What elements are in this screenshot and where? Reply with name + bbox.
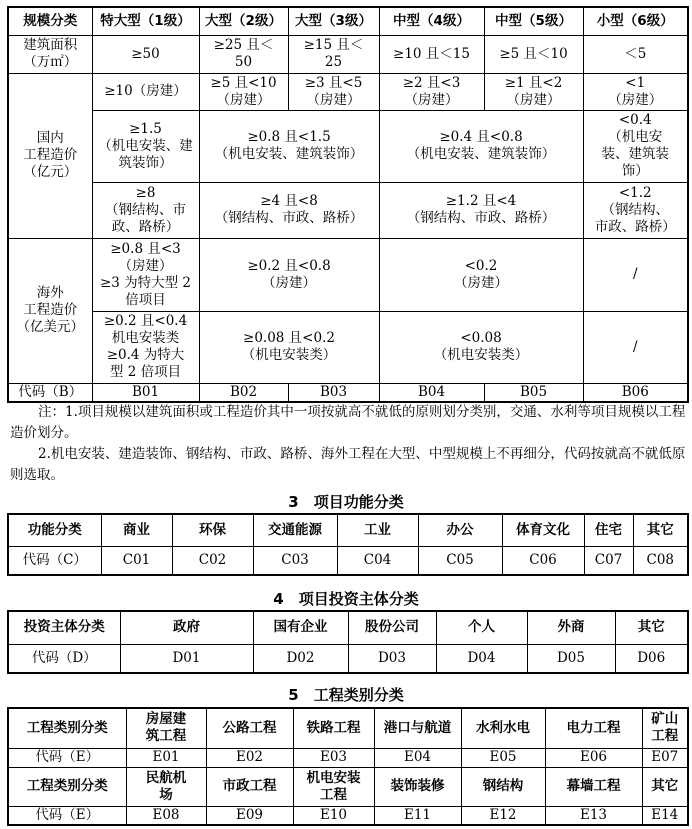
cell: B03 xyxy=(288,383,379,402)
cell: ≥0.2 且<0.8 （房建） xyxy=(199,238,379,311)
cell: E14 xyxy=(642,806,688,825)
area-row xyxy=(8,35,688,73)
header-cell: 民航机 场 xyxy=(126,767,206,806)
header-cell: 矿山 工程 xyxy=(642,708,688,748)
row-label: 代码（E） xyxy=(8,748,126,767)
cell: ≥0.2 且<0.4 机电安装类 ≥0.4 为特大 型 2 倍项目 xyxy=(92,311,199,383)
cell: B05 xyxy=(484,383,583,402)
header-row xyxy=(8,7,688,35)
cell: E06 xyxy=(545,748,642,767)
cell: B04 xyxy=(379,383,484,402)
cell: <0.08 （机电安装类） xyxy=(379,311,583,383)
cell: E07 xyxy=(642,748,688,767)
cell: C08 xyxy=(633,546,688,575)
header-cell: 外商 xyxy=(527,611,615,644)
cell: C07 xyxy=(584,546,633,575)
cell: ≥10（房建） xyxy=(92,73,199,110)
row-label: 代码（C） xyxy=(8,546,101,575)
cell: E13 xyxy=(545,806,642,825)
cell: ≥3 且<5 （房建） xyxy=(288,73,379,110)
row-label: 建筑面积 （万㎡） xyxy=(8,35,92,73)
cell: E08 xyxy=(126,806,206,825)
header-row xyxy=(8,708,688,748)
cell: / xyxy=(583,311,688,383)
cell: C06 xyxy=(502,546,584,575)
cell: E02 xyxy=(206,748,293,767)
header-cell: 幕墙工程 xyxy=(545,767,642,806)
cell: E01 xyxy=(126,748,206,767)
header-cell: 商业 xyxy=(101,514,172,546)
header-cell: 环保 xyxy=(172,514,253,546)
header-cell: 工程类别分类 xyxy=(8,708,126,748)
cell: ≥0.8 且<3 （房建） ≥3 为特大型 2 倍项目 xyxy=(92,238,199,311)
function-classification-table xyxy=(7,513,689,576)
cell: ≥1.2 且<4 （钢结构、市政、路桥） xyxy=(379,182,583,238)
header-cell: 公路工程 xyxy=(206,708,293,748)
cell: E10 xyxy=(293,806,374,825)
cell: C01 xyxy=(101,546,172,575)
header-cell: 水利水电 xyxy=(461,708,545,748)
cell: E03 xyxy=(293,748,374,767)
header-cell: 装饰装修 xyxy=(374,767,461,806)
header-cell: 投资主体分类 xyxy=(8,611,120,644)
header-cell: 小型（6级） xyxy=(583,7,688,35)
cell: E04 xyxy=(374,748,461,767)
header-cell: 其它 xyxy=(642,767,688,806)
header-cell: 功能分类 xyxy=(8,514,101,546)
row-label: 代码（B） xyxy=(8,383,92,402)
section-title-function: 3 项目功能分类 xyxy=(288,493,404,511)
cell: B06 xyxy=(583,383,688,402)
row-label: 代码（E） xyxy=(8,806,126,825)
cell: D02 xyxy=(253,644,348,673)
header-cell: 规模分类 xyxy=(8,7,92,35)
header-cell: 体育文化 xyxy=(502,514,584,546)
cell: <1 （房建） xyxy=(583,73,688,110)
header-cell: 中型（5级） xyxy=(484,7,583,35)
header-cell: 办公 xyxy=(418,514,502,546)
cell: C02 xyxy=(172,546,253,575)
header-cell: 铁路工程 xyxy=(293,708,374,748)
cell: ≥4 且<8 （钢结构、市政、路桥） xyxy=(199,182,379,238)
cell: ≥1 且<2 （房建） xyxy=(484,73,583,110)
header-cell: 市政工程 xyxy=(206,767,293,806)
cell: B02 xyxy=(199,383,288,402)
header-cell: 政府 xyxy=(120,611,253,644)
header-cell: 中型（4级） xyxy=(379,7,484,35)
cell: D03 xyxy=(348,644,436,673)
cell: E09 xyxy=(206,806,293,825)
cell: D04 xyxy=(436,644,527,673)
header-cell: 住宅 xyxy=(584,514,633,546)
cell: ≥15 且＜ 25 xyxy=(288,35,379,73)
header-cell: 国有企业 xyxy=(253,611,348,644)
domestic-row-1 xyxy=(8,73,688,110)
header-row xyxy=(8,767,688,806)
note-1: 注：1.项目规模以建筑面积或工程造价其中一项按就高不就低的原则划分类别，交通、水利等项目规模以工程造价划分。 xyxy=(10,404,686,441)
cell: ≥1.5 （机电安装、建 筑装饰） xyxy=(92,110,199,182)
cell: <0.2 （房建） xyxy=(379,238,583,311)
cell: ≥0.4 且<0.8 （机电安装、建筑装饰） xyxy=(379,110,583,182)
cell: D05 xyxy=(527,644,615,673)
header-cell: 个人 xyxy=(436,611,527,644)
section-title-investor: 4 项目投资主体分类 xyxy=(273,590,419,608)
header-row xyxy=(8,514,688,546)
domestic-row-3 xyxy=(8,182,688,238)
scale-classification-table xyxy=(7,6,689,403)
code-row xyxy=(8,383,688,402)
cell: ≥8 （钢结构、市 政、路桥） xyxy=(92,182,199,238)
header-cell: 港口与航道 xyxy=(374,708,461,748)
header-cell: 机电安装 工程 xyxy=(293,767,374,806)
investor-classification-table xyxy=(7,610,689,674)
cell: ＜5 xyxy=(583,35,688,73)
note-2: 2.机电安装、建造装饰、钢结构、市政、路桥、海外工程在大型、中型规模上不再细分，代码按就高不就低原则选取。 xyxy=(10,446,686,483)
row-label: 代码（D） xyxy=(8,644,120,673)
header-cell: 房屋建 筑工程 xyxy=(126,708,206,748)
cell: ≥0.08 且<0.2 （机电安装类） xyxy=(199,311,379,383)
engineering-classification-table xyxy=(7,707,689,826)
overseas-row-2 xyxy=(8,311,688,383)
header-cell: 钢结构 xyxy=(461,767,545,806)
cell: C04 xyxy=(337,546,418,575)
header-cell: 交通能源 xyxy=(253,514,337,546)
cell: ≥5 且<10 （房建） xyxy=(199,73,288,110)
cell: <1.2 （钢结构、 市政、路桥） xyxy=(583,182,688,238)
cell: B01 xyxy=(92,383,199,402)
cell: ≥50 xyxy=(92,35,199,73)
code-row xyxy=(8,546,688,575)
cell: E12 xyxy=(461,806,545,825)
row-label: 海外 工程造价 （亿美元） xyxy=(8,238,92,383)
cell: ≥0.8 且<1.5 （机电安装、建筑装饰） xyxy=(199,110,379,182)
code-row xyxy=(8,644,688,673)
section-title-engineering: 5 工程类别分类 xyxy=(288,686,404,704)
cell: ≥5 且＜10 xyxy=(484,35,583,73)
header-cell: 电力工程 xyxy=(545,708,642,748)
cell: D01 xyxy=(120,644,253,673)
header-cell: 股份公司 xyxy=(348,611,436,644)
header-cell: 其它 xyxy=(633,514,688,546)
header-cell: 工业 xyxy=(337,514,418,546)
overseas-row-1 xyxy=(8,238,688,311)
header-cell: 工程类别分类 xyxy=(8,767,126,806)
code-row xyxy=(8,806,688,825)
cell: D06 xyxy=(615,644,688,673)
header-row xyxy=(8,611,688,644)
cell: ≥25 且＜ 50 xyxy=(199,35,288,73)
code-row xyxy=(8,748,688,767)
cell: E11 xyxy=(374,806,461,825)
cell: <0.4 （机电安 装、建筑装 饰） xyxy=(583,110,688,182)
header-cell: 大型（3级） xyxy=(288,7,379,35)
row-label: 国内 工程造价 （亿元） xyxy=(8,73,92,238)
header-cell: 大型（2级） xyxy=(199,7,288,35)
cell: C05 xyxy=(418,546,502,575)
header-cell: 特大型（1级） xyxy=(92,7,199,35)
cell: C03 xyxy=(253,546,337,575)
cell: E05 xyxy=(461,748,545,767)
domestic-row-2 xyxy=(8,110,688,182)
cell: ≥2 且<3 （房建） xyxy=(379,73,484,110)
header-cell: 其它 xyxy=(615,611,688,644)
cell: ≥10 且＜15 xyxy=(379,35,484,73)
cell: / xyxy=(583,238,688,311)
